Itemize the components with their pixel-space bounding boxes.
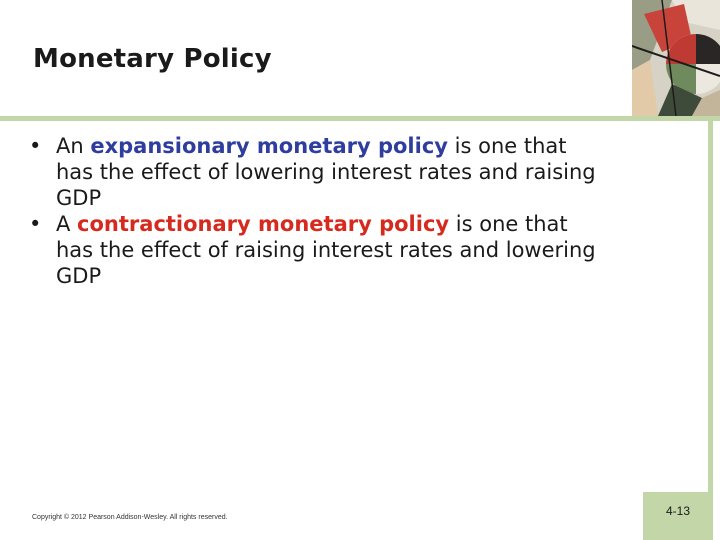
bullet-text: GDP: [56, 264, 102, 288]
bullet-text: GDP: [56, 186, 102, 210]
bullet-dot: •: [29, 212, 42, 236]
right-border: [708, 116, 713, 540]
bullet-prefix: A: [56, 212, 78, 236]
bullet-dot: •: [29, 134, 42, 158]
bullet-text: has the effect of raising interest rates and lowering: [56, 238, 596, 262]
title-divider: [0, 116, 720, 121]
page-number-box: [643, 492, 713, 540]
slide-title: Monetary Policy: [33, 44, 272, 74]
bullet-item-expansionary: [0, 133, 700, 211]
decorative-art: [632, 0, 720, 116]
term-contractionary: contractionary monetary policy: [77, 212, 450, 236]
bullet-prefix: An: [56, 134, 91, 158]
bullet-text: is one that: [449, 212, 568, 236]
copyright-notice: Copyright © 2012 Pearson Addison-Wesley. All rights reserved.: [32, 514, 228, 521]
page-number: 4-13: [665, 504, 691, 518]
bullet-list: [0, 133, 700, 289]
term-expansionary: expansionary monetary policy: [90, 134, 448, 158]
bullet-item-contractionary: [0, 211, 700, 289]
bullet-text: is one that: [447, 134, 567, 158]
bullet-text: has the effect of lowering interest rates and raising: [56, 160, 596, 184]
